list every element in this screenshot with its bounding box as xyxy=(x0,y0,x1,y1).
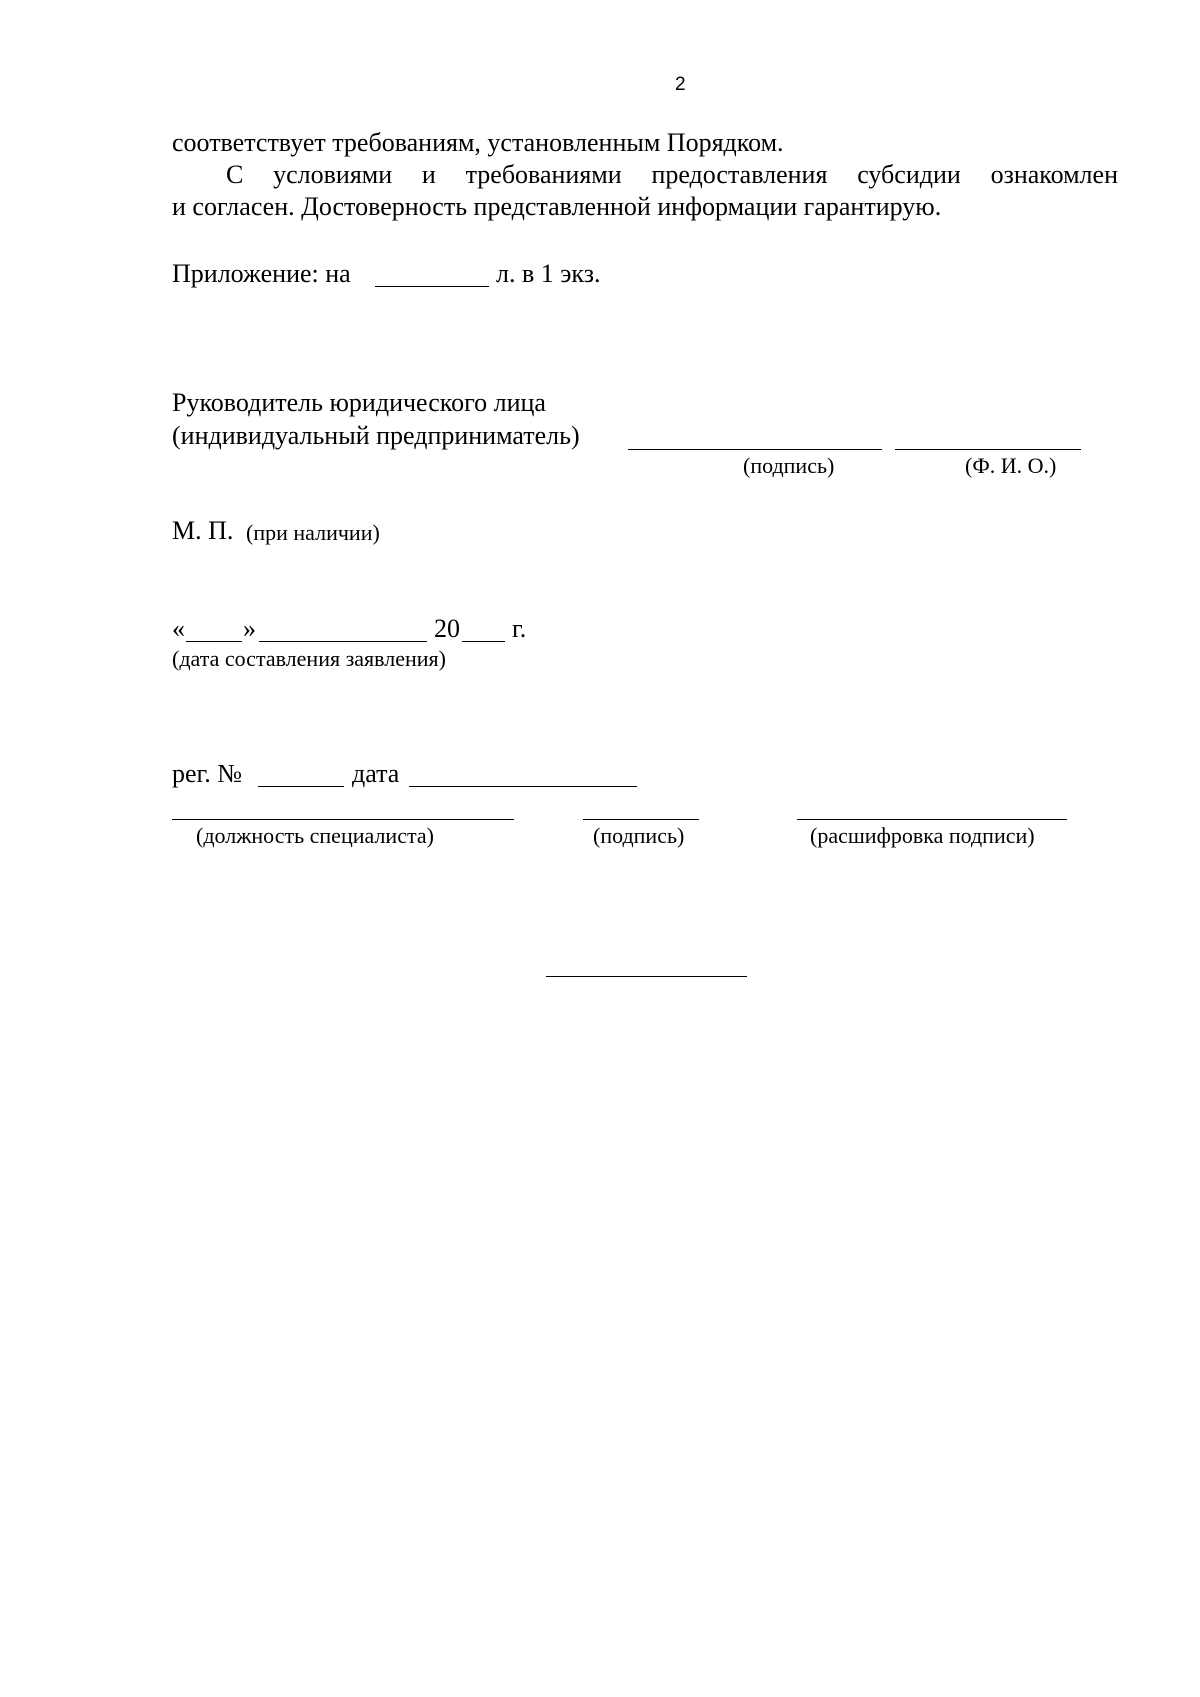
specialist-position-field[interactable] xyxy=(172,819,514,820)
attachment-suffix: л. в 1 экз. xyxy=(496,259,601,288)
head-signature-field[interactable] xyxy=(628,449,882,450)
seal-note: (при наличии) xyxy=(246,520,380,545)
paragraph-line-3: и согласен. Достоверность представленной информации гарантирую. xyxy=(172,192,942,221)
head-title-line-1: Руководитель юридического лица xyxy=(172,388,546,417)
specialist-decoding-field[interactable] xyxy=(797,819,1067,820)
date-open-quote: « xyxy=(172,614,185,643)
date-year-prefix: 20 xyxy=(434,614,460,643)
specialist-signature-field[interactable] xyxy=(583,819,699,820)
head-name-field[interactable] xyxy=(895,449,1081,450)
paragraph-line-2: С условиями и требованиями предоставления субсидии ознакомлен xyxy=(226,160,1118,189)
end-separator-line xyxy=(546,976,747,977)
reg-number-field[interactable] xyxy=(258,786,344,787)
date-close-quote: » xyxy=(243,614,256,643)
head-title-line-2: (индивидуальный предприниматель) xyxy=(172,421,580,450)
seal-label: М. П. xyxy=(172,516,234,545)
date-year-suffix: г. xyxy=(512,614,527,643)
specialist-position-caption: (должность специалиста) xyxy=(196,823,434,848)
paragraph-line-1: соответствует требованиям, установленным Порядком. xyxy=(172,128,784,157)
reg-number-label: рег. № xyxy=(172,759,243,788)
head-name-caption: (Ф. И. О.) xyxy=(965,453,1057,478)
date-day-field[interactable] xyxy=(186,641,242,642)
date-year-field[interactable] xyxy=(462,641,505,642)
head-signature-caption: (подпись) xyxy=(743,453,835,478)
attachment-prefix: Приложение: на xyxy=(172,259,351,288)
specialist-signature-caption: (подпись) xyxy=(593,823,685,848)
page-number: 2 xyxy=(675,74,686,95)
date-caption: (дата составления заявления) xyxy=(172,646,447,671)
attachment-pages-field[interactable] xyxy=(375,286,489,287)
reg-date-label: дата xyxy=(352,759,400,788)
specialist-decoding-caption: (расшифровка подписи) xyxy=(810,823,1035,848)
date-month-field[interactable] xyxy=(259,641,427,642)
reg-date-field[interactable] xyxy=(409,786,637,787)
